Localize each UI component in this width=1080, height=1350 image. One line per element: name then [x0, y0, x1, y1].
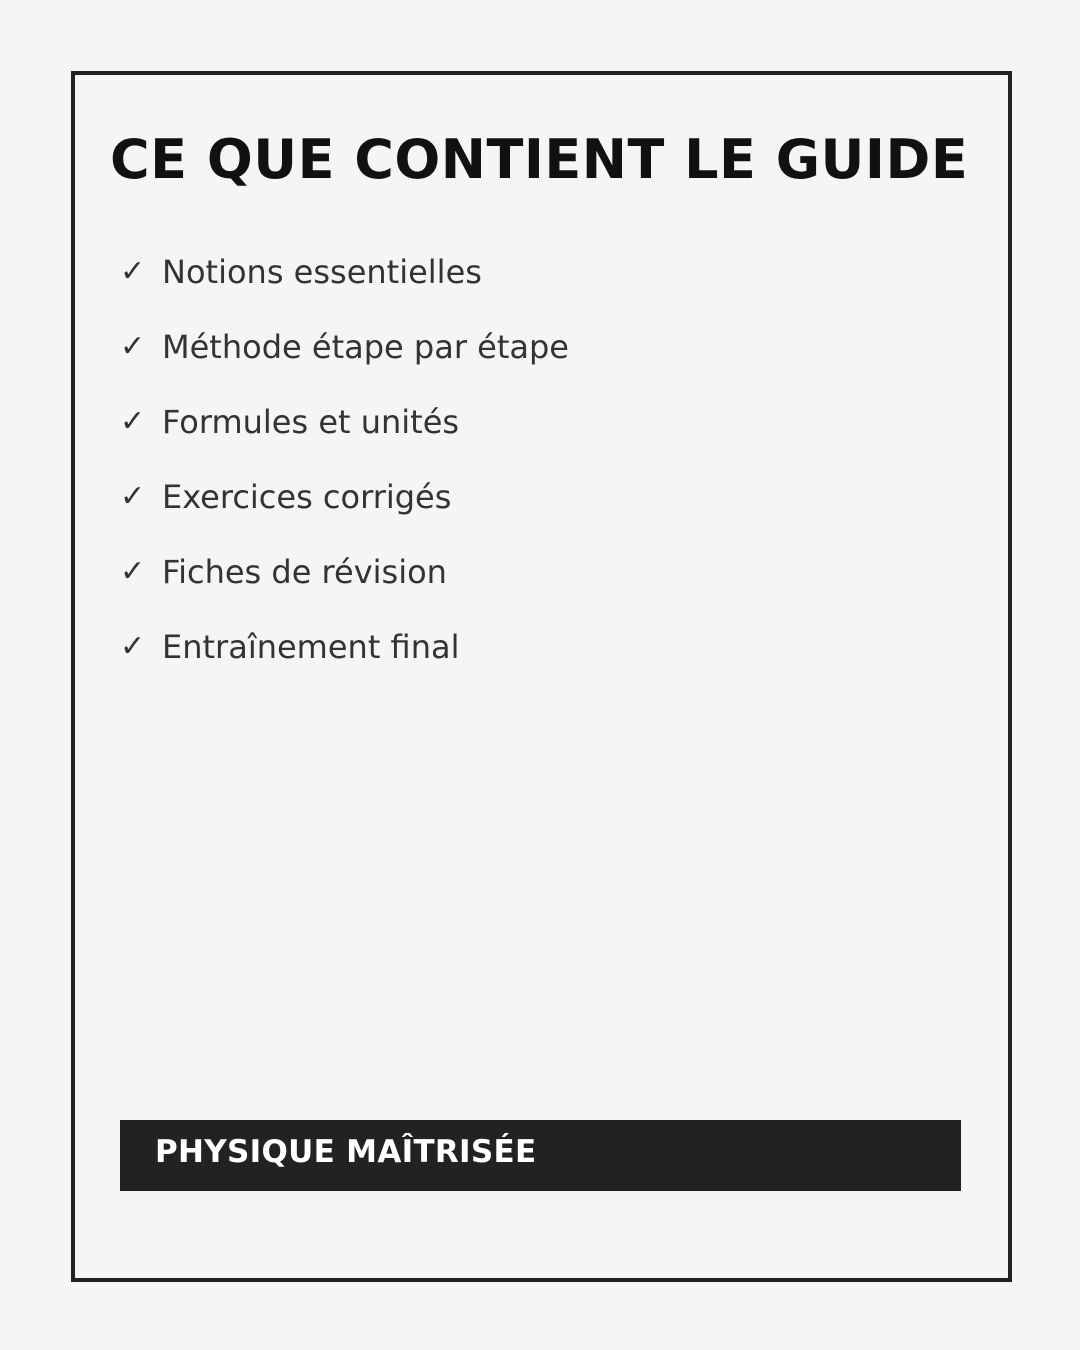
checklist-item [120, 248, 569, 323]
checklist-item-label: Formules et unités [162, 403, 460, 441]
checklist-item-label: Notions essentielles [162, 253, 482, 291]
footer-banner [120, 1120, 961, 1191]
checklist-item-label: Méthode étape par étape [162, 328, 569, 366]
footer-label: PHYSIQUE MAÎTRISÉE [155, 1134, 537, 1170]
check-icon: ✓ [120, 254, 146, 289]
checklist-item-label: Entraînement final [162, 628, 460, 666]
checklist-item-label: Exercices corrigés [162, 478, 452, 516]
checklist-item [120, 623, 569, 698]
check-icon: ✓ [120, 404, 146, 439]
check-icon: ✓ [120, 629, 146, 664]
check-icon: ✓ [120, 329, 146, 364]
checklist-item-label: Fiches de révision [162, 553, 447, 591]
contents-checklist [120, 248, 569, 698]
checklist-item [120, 398, 569, 473]
check-icon: ✓ [120, 554, 146, 589]
checklist-item [120, 323, 569, 398]
check-icon: ✓ [120, 479, 146, 514]
checklist-item [120, 473, 569, 548]
checklist-item [120, 548, 569, 623]
page-title: CE QUE CONTIENT LE GUIDE [110, 128, 969, 191]
